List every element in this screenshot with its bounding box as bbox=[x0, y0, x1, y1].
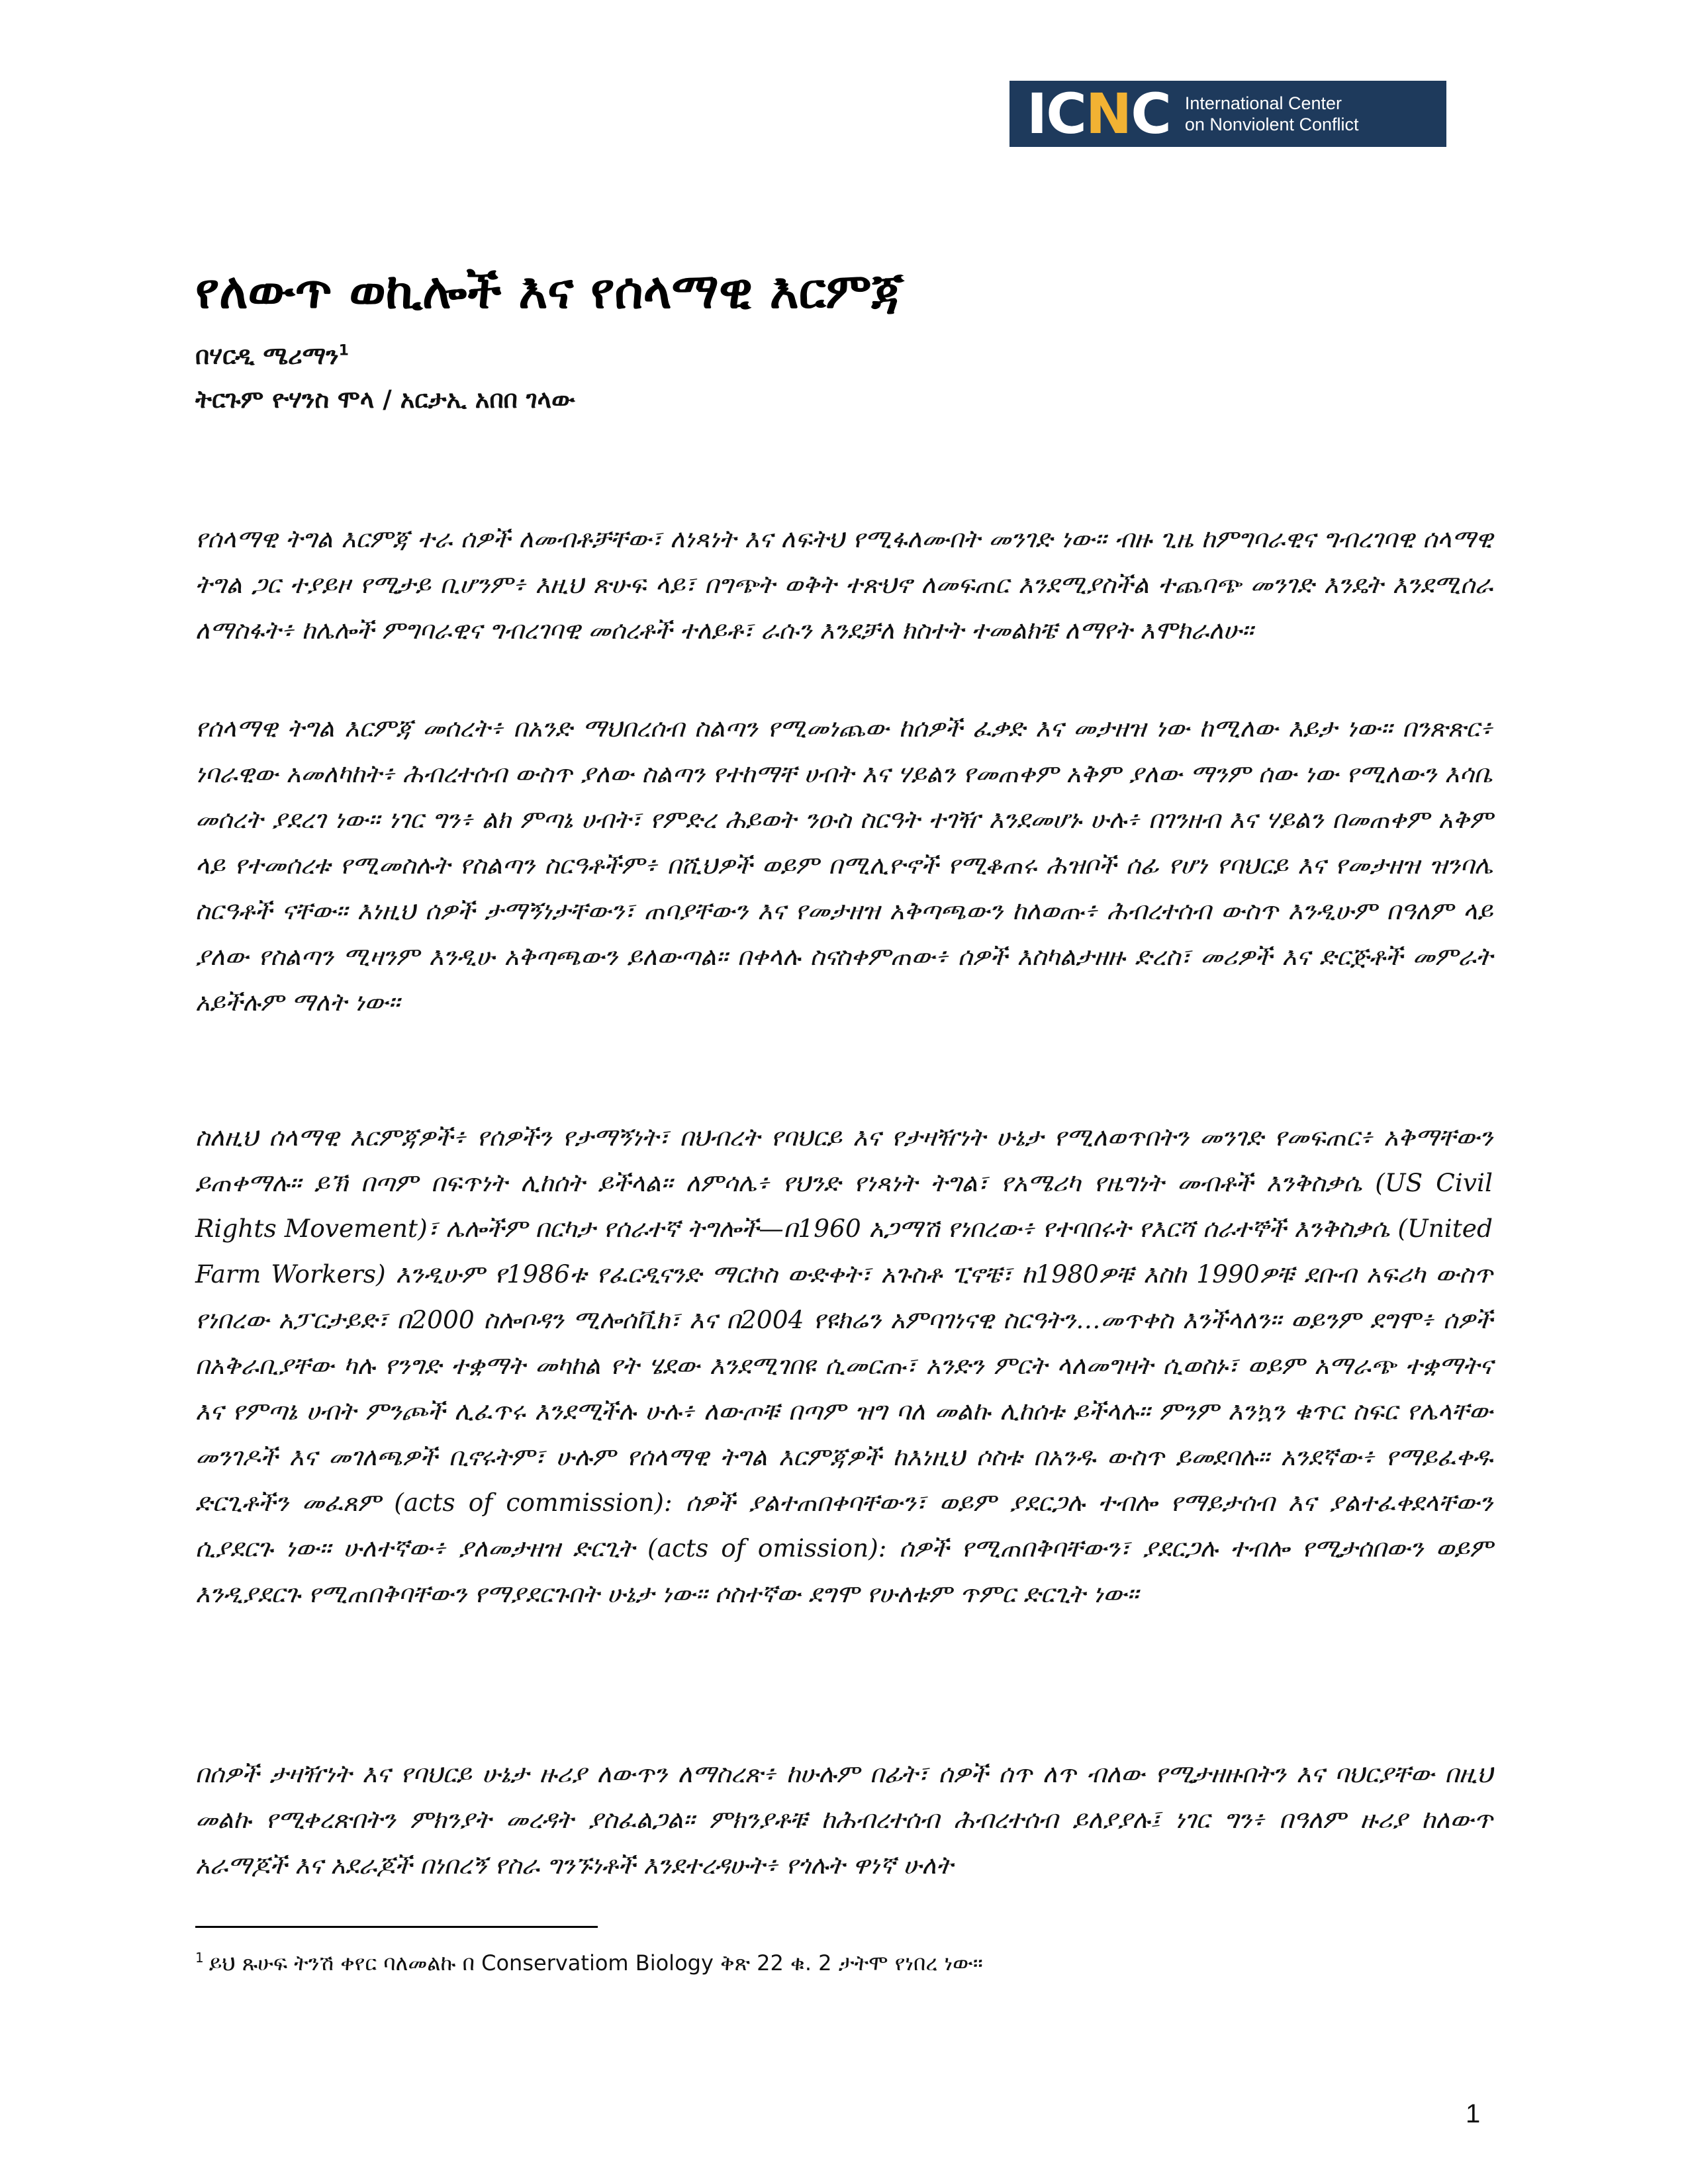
footnote-text: ይህ ጹሁፍ ትንሽ ቀየር ባለመልኩ በ Conservatiom Biology ቅጽ 22 ቁ. 2 ታትሞ የነበረ ነው። bbox=[209, 1950, 983, 1976]
footnote-marker: 1 bbox=[195, 1950, 204, 1966]
logo-name-line2: on Nonviolent Conflict bbox=[1184, 114, 1359, 134]
paragraph-1: የሰላማዊ ትግል እርምጃ ተራ ሰዎች ለመብቶቻቸው፣ ለነጻነት እና ለፍትህ የሚፋለሙበት መንገድ ነው። ብዙ ጊዜ ከምግባራዊና ግብረገባዊ ሰላማዊ ትግል ጋር ተያይዞ የሚታይ ቢሆንም፥ እዚህ ጽሁፍ ላይ፣ በግጭት ወቅት ተጽህኖ ለመፍጠር እንደሚያስችል ተጨባጭ መንገድ እንዴት እንደሚሰራ ለማስፋት፥ ከሌሎች ምግባራዊና ግብረገባዊ መሰረቶች ተለይቶ፣ ራሱን እንደቻለ ክስተት ተመልክቼ ለማየት እሞክራለሁ። bbox=[195, 524, 1493, 645]
author-name: በሃርዲ ሜሪማን bbox=[195, 341, 339, 370]
author-footnote-marker: 1 bbox=[338, 342, 349, 359]
paragraph-2: የሰላማዊ ትግል እርምጃ መሰረት፥ በአንድ ማህበረሰብ ስልጣን የሚመነጨው ከሰዎች ፈቃድ እና መታዘዝ ነው ከሚለው እይታ ነው። በንጽጽር፥ ነባራዊው አመለካከት፥ ሕብረተሰብ ውስጥ ያለው ስልጣን የተከማቸ ሀብት እና ሃይልን የመጠቀም አቅም ያለው ማንም ሰው ነው የሚለውን እሳቤ መሰረት ያደረገ ነው። ነገር ግን፥ ልክ ምጣኔ ሀብት፣ የምድረ ሕይወት ንዑስ ስርዓት ተገዥ እንደመሆኑ ሁሉ፥ በገንዘብ እና ሃይልን በመጠቀም አቅም ላይ የተመሰረቱ የሚመስሉት የስልጣን ስርዓቶችም፥ በሺህዎች ወይም በሚሊዮኖች የሚቆጠሩ ሕዝቦች ሰፊ የሆነ የባህርይ እና የመታዘዝ ዝንባሌ ስርዓቶች ናቸው። እነዚህ ሰዎች ታማኝነታቸውን፣ ጠባያቸውን እና የመታዘዝ አቅጣጫውን ከለወጡ፥ ሕብረተሰብ ውስጥ እንዲሁም በዓለም ላይ ያለው የስልጣን ሚዛንም እንዲሁ አቅጣጫውን ይለውጣል። በቀላሉ ስናስቀምጠው፥ ሰዎች እስካልታዘዙ ድረስ፣ መሪዎች እና ድርጅቶች መምራት አይችሉም ማለት ነው። bbox=[195, 713, 1493, 1017]
document-title: የለውጥ ወኪሎች እና የሰላማዊ እርምጃ bbox=[195, 263, 904, 320]
logo-organization-name bbox=[1185, 93, 1359, 135]
footnote bbox=[195, 1948, 1493, 1978]
page-number: 1 bbox=[1466, 2099, 1481, 2128]
logo-mark-suffix: C bbox=[1131, 81, 1170, 146]
logo-mark bbox=[1027, 81, 1170, 147]
translator-line: ትርጉም ዮሃንስ ሞላ / አርታኢ አበበ ገላው bbox=[195, 385, 575, 414]
author-line bbox=[195, 338, 1493, 375]
footnote-separator bbox=[195, 1926, 598, 1928]
icnc-logo bbox=[1009, 81, 1446, 147]
logo-mark-prefix: IC bbox=[1027, 81, 1086, 146]
paragraph-3: ስለዚህ ሰላማዊ እርምጃዎች፥ የሰዎችን የታማኝነት፣ በህብረት የባህርይ እና የታዛዥነት ሁኔታ የሚለወጥበትን መንገድ የመፍጠር፥ አቅማቸውን ይጠቀማሉ። ይኽ በጣም በፍጥነት ሊከሰት ይችላል። ለምሳሌ፥ የህንድ የነጻነት ትግል፣ የአሜሪካ የዜግነት መብቶች እንቅስቃሴ (US Civil Rights Movement)፣ ሌሎችም በርካታ የሰራተኛ ትግሎች—በ1960 አጋማሽ የነበረው፥ የተባበሩት የእርሻ ሰራተኞች እንቅስቃሴ (United Farm Workers) እንዲሁም የ1986ቱ የፈርዲናንድ ማርኮስ ውድቀት፣ አጉስቶ ፒኖቼ፣ ከ1980ዎቹ እስከ 1990ዎቹ ደቡብ አፍሪካ ውስጥ የነበረው አፓርታይድ፣ በ2000 ስሎቦዳን ሚሎሰቪክ፣ እና በ2004 የዩክሬን አምባገነናዊ ስርዓትን…መጥቀስ እንችላለን። ወይንም ደግሞ፥ ሰዎች በአቅራቢያቸው ካሉ የንግድ ተቋማት መካከል የት ሄደው እንደሚገበዩ ሲመርጡ፣ አንድን ምርት ላለመግዛት ሲወስኑ፣ ወይም አማራጭ ተቋማትና እና የምጣኔ ሀብት ምንጮች ሊፈጥሩ እንደሚችሉ ሁሉ፥ ለውጦቹ በጣም ዝግ ባለ መልኩ ሊከሰቱ ይችላሉ። ምንም እንኳን ቁጥር ስፍር የሌላቸው መንገዶች እና መገለጫዎች ቢኖሩትም፣ ሁሉም የሰላማዊ ትግል እርምጃዎች ከእነዚህ ሶስቱ በአንዱ ውስጥ ይመደባሉ። አንደኛው፥ የማይፈቀዱ ድርጊቶችን መፈጸም (acts of commission): ሰዎች ያልተጠበቀባቸውን፣ ወይም ያደርጋሉ ተብሎ የማይታሰብ እና ያልተፈቀደላቸውን ሲያደርጉ ነው። ሁለተኛው፥ ያለመታዘዝ ድርጊት (acts of omission): ሰዎች የሚጠበቅባቸውን፣ ያደርጋሉ ተብሎ የሚታሰበውን ወይም እንዲያደርጉ የሚጠበቅባቸውን የማያደርጉበት ሁኔታ ነው። ሶስተኛው ደግሞ የሁለቱም ጥምር ድርጊት ነው። bbox=[195, 1122, 1493, 1608]
logo-name-line1: International Center bbox=[1184, 93, 1342, 113]
logo-mark-accent: N bbox=[1085, 81, 1131, 146]
paragraph-4: በሰዎች ታዛዥነት እና የባህርይ ሁኔታ ዙሪያ ለውጥን ለማስረጽ፥ ከሁሉም በፊት፣ ሰዎች ሰጥ ለጥ ብለው የሚታዘዙበትን እና ባህርያቸው በዚህ መልኩ የሚቀረጽበትን ምክንያት መረዳት ያስፈልጋል። ምክንያቶቹ ከሕብረተሰብ ሕብረተሰብ ይለያያሉ፤ ነገር ግን፥ በዓለም ዙሪያ ከለውጥ አራማጆች እና አደራጆች በነበረኝ የስራ ግንኙነቶች እንደተረዳሁት፥ የጎሉት ዋነኛ ሁለት bbox=[195, 1759, 1493, 1880]
